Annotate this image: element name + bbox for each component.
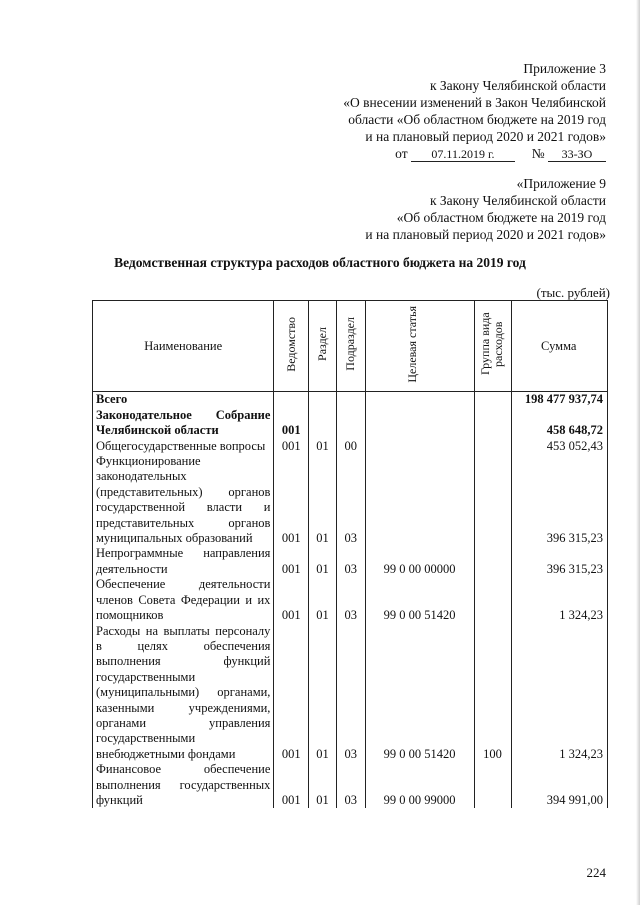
appendix-9-line-4: и на плановый период 2020 и 2021 годов» [365,227,606,242]
cell-podrazdel [336,392,365,408]
cell-name: Законодательное Собрание Челябинской области [93,408,274,439]
header-gruppa-label: Группа вида расходов [477,312,505,376]
cell-razdel [309,392,337,408]
cell-name: Финансовое обеспечение выполнения государственных функций [93,762,274,808]
cell-name: Функционирование законодательных (представительных) органов государственной власти и представительных органов муниципальных образований [93,454,274,546]
cell-celevaya: 99 0 00 51420 [365,624,474,763]
cell-razdel: 01 [309,762,337,808]
cell-name: Обеспечение деятельности членов Совета Федерации и их помощников [93,577,274,623]
cell-podrazdel: 00 [336,439,365,454]
appendix-9-line-3: «Об областном бюджете на 2019 год [396,210,606,225]
cell-podrazdel: 03 [336,762,365,808]
units-label: (тыс. рублей) [536,285,610,300]
law-date-number-line [343,145,606,162]
cell-celevaya [365,454,474,546]
cell-gruppa: 100 [474,624,511,763]
cell-summa: 1 324,23 [511,577,607,623]
cell-celevaya: 99 0 00 99000 [365,762,474,808]
cell-ved: 001 [274,577,309,623]
cell-ved: 001 [274,439,309,454]
table-row [93,454,608,546]
cell-summa: 458 648,72 [511,408,607,439]
cell-summa: 396 315,23 [511,546,607,577]
cell-name: Общегосударственные вопросы [93,439,274,454]
cell-celevaya [365,439,474,454]
header-celevaya-label: Целевая статья [404,305,419,383]
appendix-3-line-2: к Закону Челябинской области [429,78,606,93]
cell-summa: 396 315,23 [511,454,607,546]
header-razdel [309,301,337,392]
header-ved-label: Ведомство [283,316,298,372]
table-header [93,301,608,392]
appendix-9-line-1: «Приложение 9 [516,176,606,191]
appendix-3-line-1: Приложение 3 [523,61,606,76]
cell-ved [274,392,309,408]
cell-name: Всего [93,392,274,408]
cell-summa: 453 052,43 [511,439,607,454]
header-podrazdel-label: Подраздел [343,317,358,371]
header-summa: Сумма [511,301,607,392]
header-ved [274,301,309,392]
cell-name: Непрограммные направления деятельности [93,546,274,577]
table-row [93,408,608,439]
header-gruppa [474,301,511,392]
from-label: от [395,146,408,161]
scan-edge-shadow [636,0,640,905]
budget-table [92,300,608,808]
table-row [93,762,608,808]
cell-gruppa [474,454,511,546]
document-title: Ведомственная структура расходов областного бюджета на 2019 год [114,255,526,270]
cell-podrazdel [336,408,365,439]
table-body [93,392,608,808]
table-row [93,624,608,763]
cell-celevaya: 99 0 00 51420 [365,577,474,623]
law-date: 07.11.2019 г. [411,147,515,162]
cell-ved: 001 [274,762,309,808]
cell-gruppa [474,577,511,623]
table-row [93,546,608,577]
cell-gruppa [474,762,511,808]
cell-summa: 394 991,00 [511,762,607,808]
cell-ved: 001 [274,408,309,439]
cell-gruppa [474,439,511,454]
cell-gruppa [474,408,511,439]
header-razdel-label: Раздел [315,327,330,361]
cell-podrazdel: 03 [336,577,365,623]
cell-razdel: 01 [309,546,337,577]
cell-celevaya [365,392,474,408]
cell-podrazdel: 03 [336,454,365,546]
appendix-3-line-4: области «Об областном бюджете на 2019 год [348,112,606,127]
appendix-9-line-2: к Закону Челябинской области [429,193,606,208]
cell-summa: 198 477 937,74 [511,392,607,408]
cell-celevaya: 99 0 00 00000 [365,546,474,577]
cell-razdel [309,408,337,439]
cell-ved: 001 [274,546,309,577]
table-row [93,577,608,623]
header-podrazdel [336,301,365,392]
cell-razdel: 01 [309,439,337,454]
cell-podrazdel: 03 [336,624,365,763]
appendix-9-header [365,175,606,243]
cell-ved: 001 [274,624,309,763]
appendix-3-header [343,60,606,162]
cell-summa: 1 324,23 [511,624,607,763]
appendix-3-line-5: и на плановый период 2020 и 2021 годов» [365,129,606,144]
cell-podrazdel: 03 [336,546,365,577]
law-number: 33-ЗО [548,147,606,162]
page-number: 224 [586,865,606,880]
header-name: Наименование [93,301,274,392]
header-celevaya [365,301,474,392]
table-row [93,392,608,408]
cell-razdel: 01 [309,454,337,546]
cell-ved: 001 [274,454,309,546]
cell-razdel: 01 [309,624,337,763]
cell-gruppa [474,546,511,577]
cell-gruppa [474,392,511,408]
number-label: № [531,146,545,161]
appendix-3-line-3: «О внесении изменений в Закон Челябинской [343,95,606,110]
table-row [93,439,608,454]
cell-razdel: 01 [309,577,337,623]
cell-name: Расходы на выплаты персоналу в целях обеспечения выполнения функций государственными (муниципальными) органами, казенными учреждениями, органами управления государственными внебюджетными фондами [93,624,274,763]
cell-celevaya [365,408,474,439]
